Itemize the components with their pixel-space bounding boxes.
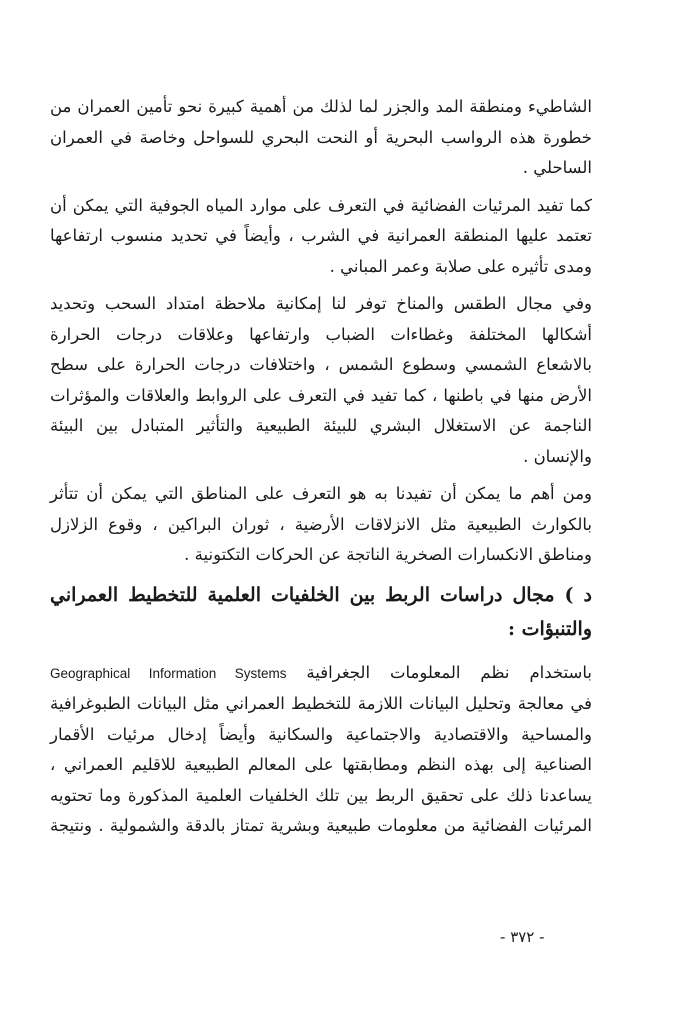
- text-line: ومن أهم ما يمكن أن تفيدنا به هو التعرف على المناطق التي يمكن أن تتأثر: [50, 484, 592, 503]
- paragraph-coastal: [50, 92, 592, 184]
- text-line: أشكالها المختلفة وغطاءات الضباب وارتفاعها وعلاقات درجات الحرارة: [50, 324, 592, 344]
- text-line: ومدى تأثيره على صلابة وعمر المباني .: [329, 256, 592, 276]
- text-line: وفي مجال الطقس والمناخ توفر لنا إمكانية ملاحظة امتداد السحب وتحديد: [50, 294, 592, 313]
- paragraph-weather-climate: [50, 289, 592, 472]
- text-line: كما تفيد المرئيات الفضائية في التعرف على موارد المياه الجوفية التي يمكن أن: [50, 195, 592, 215]
- heading-line: د ) مجال دراسات الربط بين الخلفيات العلمية للتخطيط العمراني: [50, 583, 592, 606]
- section-heading: [50, 578, 592, 646]
- page-body: [50, 92, 592, 849]
- paragraph-groundwater: [50, 191, 592, 283]
- text-line: [50, 658, 592, 690]
- latin-term: Geographical Information Systems: [50, 665, 287, 681]
- page-number: - ٣٧٢ -: [500, 928, 545, 946]
- text-line: الساحلي .: [522, 158, 592, 177]
- paragraph-gis: [50, 658, 592, 842]
- text-line: المرئيات الفضائية من معلومات طبيعية وبشرية تمتاز بالدقة والشمولية . ونتيجة: [50, 816, 592, 835]
- text-line: ومناطق الانكسارات الصخرية الناتجة عن الحركات التكتونية .: [184, 545, 592, 564]
- text-line: يساعدنا ذلك على تحقيق الربط بين تلك الخلفيات العلمية المذكورة وما تحتويه: [50, 785, 592, 805]
- heading-line: والتنبؤات :: [507, 617, 592, 640]
- text-line: والمساحية والاقتصادية والاجتماعية والسكانية وأيضاً إدخال مرئيات الأقمار: [50, 724, 592, 744]
- text-line: الأرض منها في باطنها ، كما تفيد في التعرف على الروابط والعلاقات والمؤثرات: [50, 385, 592, 405]
- text-line: والإنسان .: [523, 446, 592, 466]
- paragraph-natural-disasters: [50, 479, 592, 571]
- text-line: تعتمد عليها المنطقة العمرانية في الشرب ، وأيضاً في تحديد منسوب ارتفاعها: [50, 226, 592, 245]
- text-line: في معالجة وتحليل البيانات اللازمة للتخطيط العمراني مثل البيانات الطبوغرافية: [50, 694, 592, 713]
- text-line: خطورة هذه الرواسب البحرية أو النحت البحري للسواحل وخاصة في العمران: [50, 127, 592, 147]
- text-line: بالاشعاع الشمسي وسطوع الشمس ، واختلافات درجات الحرارة على سطح: [50, 355, 592, 374]
- text-line: الشاطيء ومنطقة المد والجزر لما لذلك من أهمية كبيرة نحو تأمين العمران من: [50, 97, 592, 116]
- text-segment: باستخدام نظم المعلومات الجغرافية: [306, 662, 592, 682]
- text-line: بالكوارث الطبيعية مثل الانزلاقات الأرضية ، ثوران البراكين ، وقوع الزلازل: [50, 514, 592, 534]
- text-line: الناجمة عن الاستغلال البشري للبيئة الطبيعية والتأثير المتبادل بين البيئة: [50, 416, 592, 435]
- text-line: الصناعية إلى بهذه النظم ومطابقتها على المعالم الطبيعية للاقليم العمراني ،: [50, 755, 592, 774]
